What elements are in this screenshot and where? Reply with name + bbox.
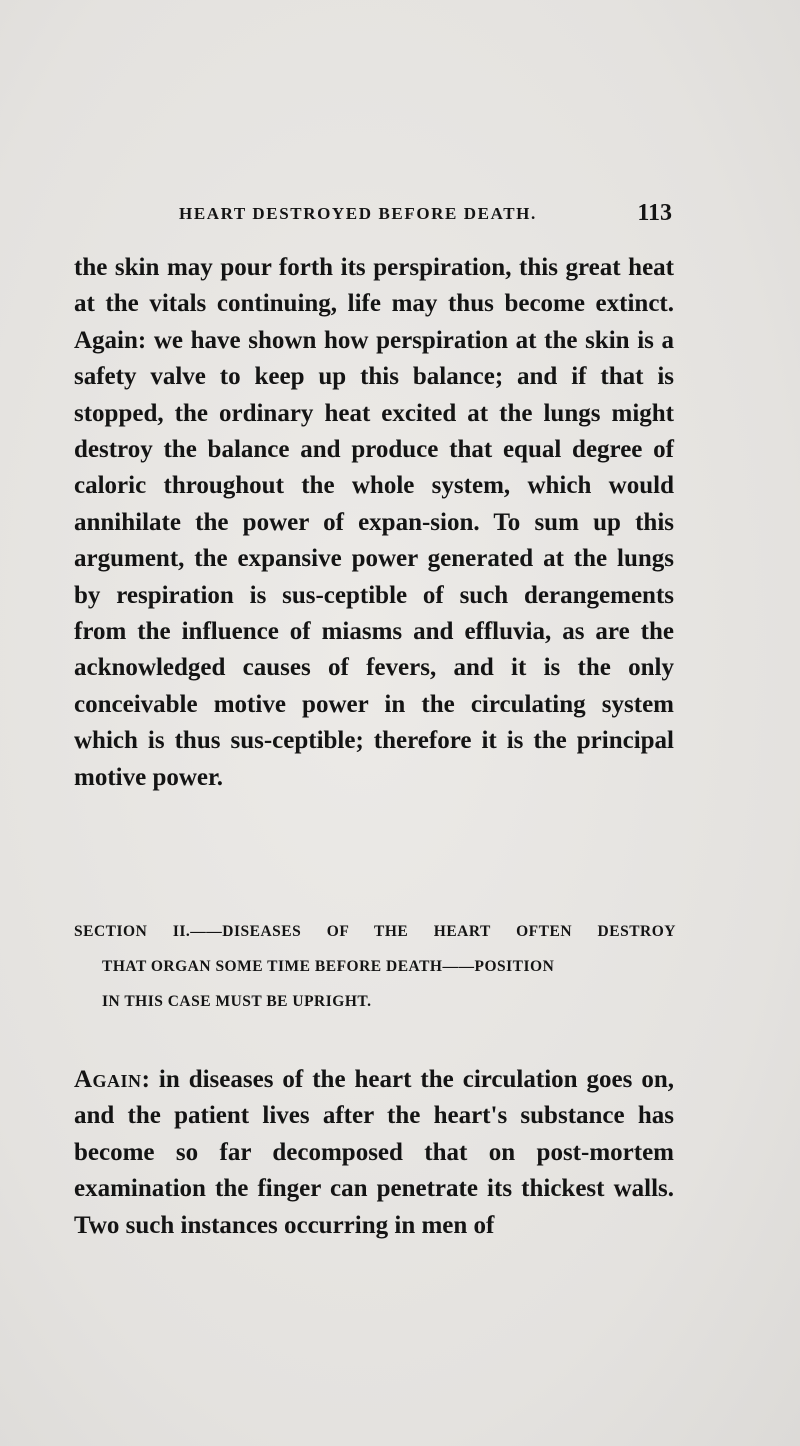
body-paragraph-1: the skin may pour forth its perspiration, this great heat at the vitals continuing, life may thus become extinct. Again: we have shown how perspiration at the skin is a safety valve to keep up this balance; and if that is stopped, the ordinary heat excited at the lungs might destroy the balance and produce that equal degree of caloric throughout the whole system, which would annihilate the power of expan-sion. To sum up this argument, the expansive power generated at the lungs by respiration is sus-ceptible of such derangements from the influence of miasms and effluvia, as are the acknowledged causes of fevers, and it is the only conceivable motive power in the circulating system which is thus sus-ceptible; therefore it is the principal motive power.: [74, 254, 674, 791]
page-header: [179, 200, 672, 230]
section-heading-line-1: SECTION II.——DISEASES OF THE HEART OFTEN DESTROY: [74, 923, 676, 940]
section-heading: [74, 914, 676, 1019]
paragraph-lead-word: Again: [74, 1066, 142, 1093]
section-heading-line-3: IN THIS CASE MUST BE UPRIGHT.: [102, 993, 372, 1010]
section-heading-line-2: THAT ORGAN SOME TIME BEFORE DEATH——POSITION: [102, 958, 555, 975]
page-number: 113: [637, 200, 672, 226]
paragraph-2-text: : in diseases of the heart the circulation goes on, and the patient lives after the heart's substance has become so far decomposed that on post-mortem examination the finger can penetrate its thickest walls. Two such instances occurring in men of: [74, 1066, 674, 1239]
running-head: HEART DESTROYED BEFORE DEATH.: [179, 204, 537, 223]
body-paragraph-2: [74, 1062, 674, 1244]
